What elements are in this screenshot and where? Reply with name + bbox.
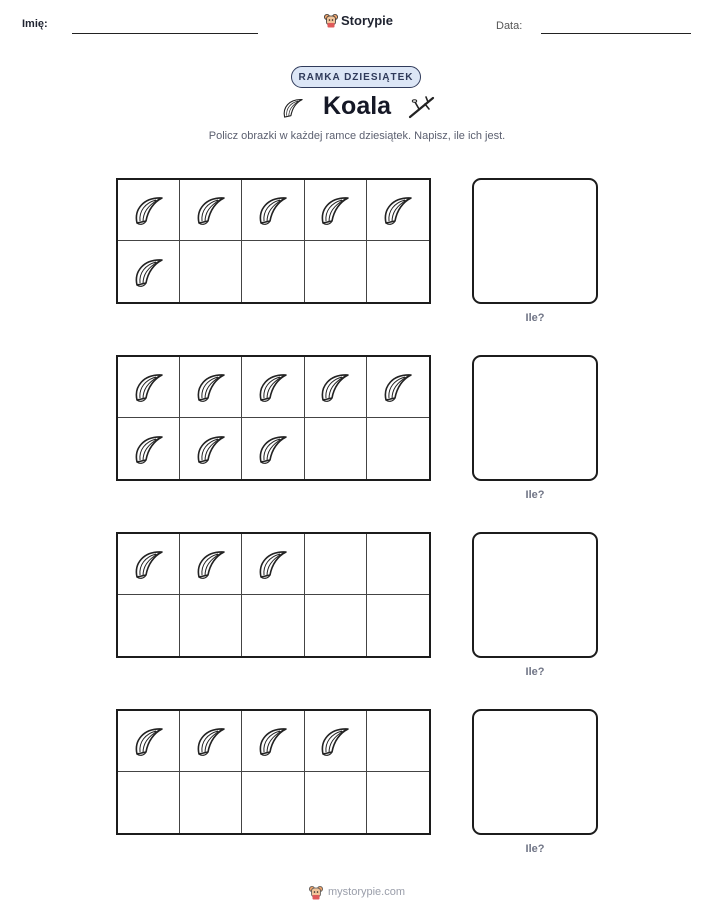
koala-claw-icon <box>129 190 169 230</box>
ten-frame-cell <box>242 357 304 418</box>
ten-frame-cell <box>305 180 367 241</box>
ten-frame-cell <box>305 772 367 833</box>
ten-frame-cell <box>180 180 242 241</box>
ten-frame-cell <box>367 418 429 479</box>
ten-frame-cell <box>180 241 242 302</box>
koala-claw-icon <box>378 190 418 230</box>
koala-claw-icon <box>191 190 231 230</box>
answer-label-1: Ile? <box>525 312 545 324</box>
ten-frame-cell <box>242 418 304 479</box>
worksheet-type-badge: RAMKA DZIESIĄTEK <box>291 66 421 88</box>
koala-claw-icon <box>129 429 169 469</box>
koala-claw-icon <box>253 544 293 584</box>
koala-claw-icon <box>129 544 169 584</box>
ten-frame-cell <box>305 595 367 656</box>
page-title: Koala <box>323 92 392 120</box>
ten-frame-cell <box>367 534 429 595</box>
date-line[interactable] <box>541 33 691 34</box>
brand-name: Storypie <box>341 12 394 28</box>
ten-frame-cell <box>367 241 429 302</box>
ten-frame-cell <box>242 180 304 241</box>
ten-frame-cell <box>367 357 429 418</box>
ten-frame-cell <box>305 711 367 772</box>
ten-frame-cell <box>242 711 304 772</box>
answer-label-2: Ile? <box>525 489 545 501</box>
answer-box-2[interactable] <box>472 355 598 481</box>
ten-frame-cell <box>118 357 180 418</box>
ten-frame-cell <box>118 180 180 241</box>
koala-claw-icon <box>191 367 231 407</box>
koala-claw-icon <box>191 429 231 469</box>
ten-frame-cell <box>180 772 242 833</box>
ten-frame-cell <box>367 711 429 772</box>
koala-claw-icon <box>253 429 293 469</box>
koala-claw-icon <box>315 367 355 407</box>
koala-claw-icon <box>315 721 355 761</box>
koala-claw-icon <box>129 252 169 292</box>
koala-logo-icon <box>308 884 324 900</box>
ten-frame-3 <box>116 532 431 658</box>
ten-frame-cell <box>305 241 367 302</box>
date-label: Data: <box>496 20 523 32</box>
answer-label-3: Ile? <box>525 666 545 678</box>
name-line[interactable] <box>72 33 258 34</box>
koala-claw-icon <box>129 721 169 761</box>
ten-frame-cell <box>367 595 429 656</box>
koala-claw-icon <box>253 367 293 407</box>
koala-claw-icon <box>129 367 169 407</box>
ten-frame-cell <box>305 418 367 479</box>
ten-frame-cell <box>118 772 180 833</box>
koala-claw-icon <box>279 94 307 122</box>
ten-frame-cell <box>118 534 180 595</box>
ten-frame-cell <box>367 180 429 241</box>
ten-frame-cell <box>242 241 304 302</box>
ten-frame-cell <box>242 595 304 656</box>
eucalyptus-branch-icon <box>407 94 437 120</box>
ten-frame-cell <box>242 534 304 595</box>
ten-frame-cell <box>118 241 180 302</box>
ten-frame-cell <box>367 772 429 833</box>
ten-frame-cell <box>180 595 242 656</box>
ten-frame-cell <box>118 595 180 656</box>
ten-frame-cell <box>242 772 304 833</box>
ten-frame-cell <box>118 418 180 479</box>
koala-claw-icon <box>191 544 231 584</box>
answer-box-1[interactable] <box>472 178 598 304</box>
ten-frame-cell <box>305 357 367 418</box>
koala-claw-icon <box>191 721 231 761</box>
ten-frame-cell <box>180 357 242 418</box>
koala-claw-icon <box>315 190 355 230</box>
answer-label-4: Ile? <box>525 843 545 855</box>
ten-frame-cell <box>305 534 367 595</box>
ten-frame-cell <box>180 711 242 772</box>
ten-frame-4 <box>116 709 431 835</box>
footer-url: mystorypie.com <box>328 886 406 898</box>
answer-box-3[interactable] <box>472 532 598 658</box>
koala-claw-icon <box>378 367 418 407</box>
name-label: Imię: <box>22 18 48 30</box>
ten-frame-cell <box>180 534 242 595</box>
ten-frame-cell <box>118 711 180 772</box>
koala-claw-icon <box>253 190 293 230</box>
ten-frame-1 <box>116 178 431 304</box>
brand <box>324 12 393 28</box>
footer <box>308 884 405 900</box>
koala-logo-icon <box>324 12 338 28</box>
answer-box-4[interactable] <box>472 709 598 835</box>
koala-claw-icon <box>253 721 293 761</box>
ten-frame-cell <box>180 418 242 479</box>
instruction-text: Policz obrazki w każdej ramce dziesiątek. Napisz, ile ich jest. <box>208 130 506 142</box>
ten-frame-2 <box>116 355 431 481</box>
